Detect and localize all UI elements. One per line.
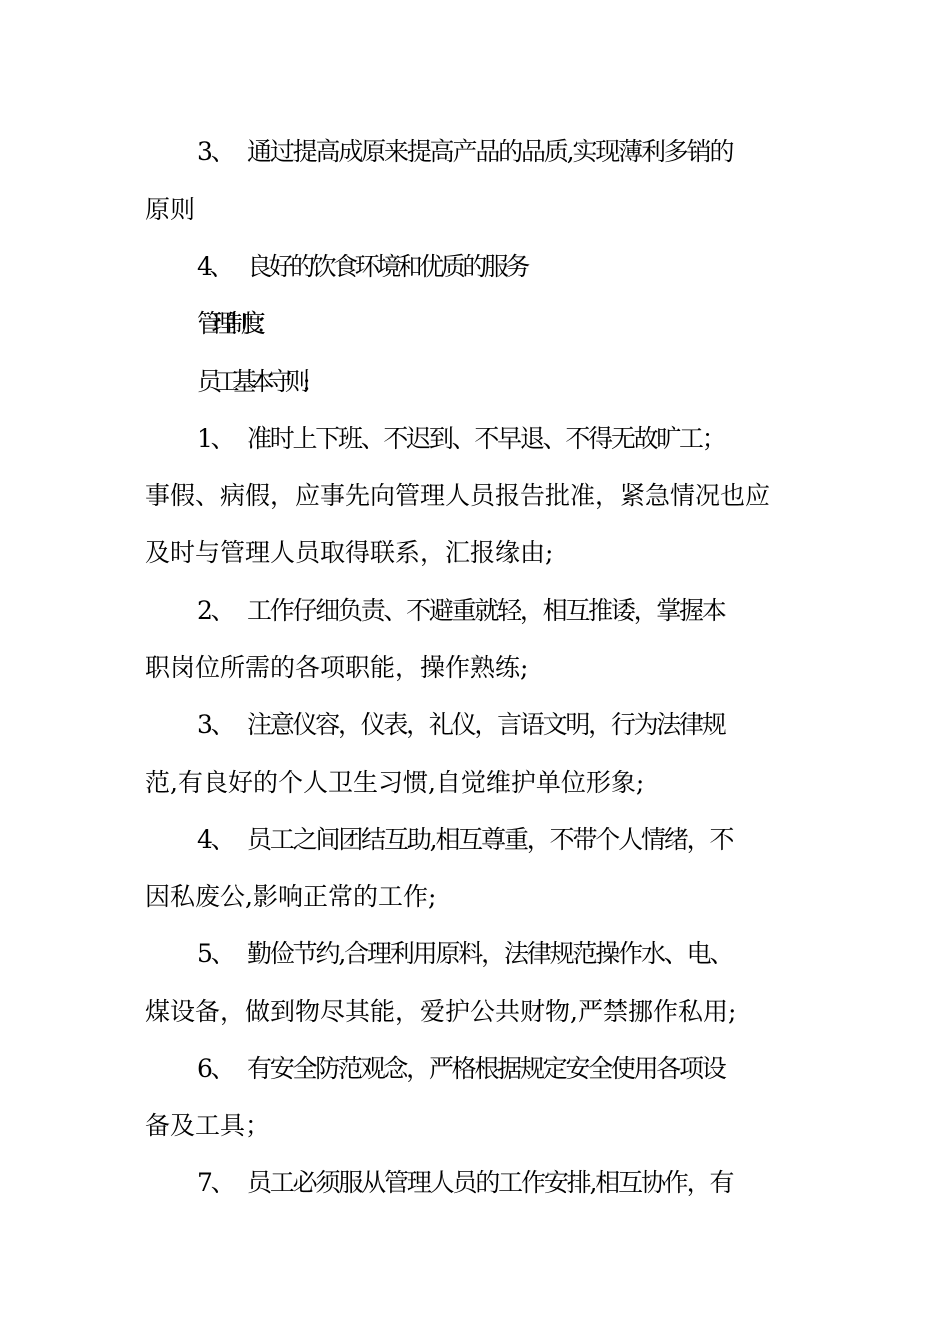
item-number: 1、 (197, 424, 234, 453)
paragraph-line (197, 423, 867, 455)
line-text: 职岗位所需的各项职能，操作熟练; (145, 653, 529, 682)
paragraph-line (145, 480, 815, 512)
item-number: 6、 (197, 1054, 234, 1083)
line-text: 原则 (145, 195, 196, 224)
paragraph-line (197, 595, 867, 627)
paragraph-line (145, 652, 815, 684)
line-text: 员工之间团结互助,相互尊重，不带个人情绪，不 (247, 825, 733, 854)
line-text: 因私废公,影响正常的工作; (145, 882, 437, 911)
line-text: 煤设备，做到物尽其能，爱护公共财物,严禁挪作私用; (145, 997, 737, 1026)
line-text: 有安全防范观念，严格根据规定安全使用各项设 (247, 1054, 725, 1083)
line-text: 及时与管理人员取得联系，汇报缘由; (145, 538, 554, 567)
paragraph-line (197, 251, 867, 283)
paragraph-line (145, 1110, 815, 1142)
line-text: 范,有良好的个人卫生习惯,自觉维护单位形象; (145, 768, 645, 797)
line-text: 事假、病假，应事先向管理人员报告批准，紧急情况也应 (145, 481, 771, 510)
line-text: 注意仪容，仪表，礼仪，言语文明，行为法律规 (247, 710, 725, 739)
line-text: 准时上下班、不迟到、不早退、不得无故旷工； (247, 424, 725, 453)
paragraph-line (197, 1167, 867, 1199)
paragraph-line (197, 709, 867, 741)
line-text: 员工基本守则: (197, 367, 304, 396)
line-text: 备及工具； (145, 1111, 271, 1140)
paragraph-line (145, 194, 815, 226)
item-number: 5、 (197, 939, 234, 968)
paragraph-line (145, 537, 815, 569)
paragraph-line (197, 938, 867, 970)
item-number: 4、 (197, 252, 231, 281)
paragraph-line (145, 996, 815, 1028)
section-heading (197, 308, 867, 340)
item-number: 3、 (197, 710, 234, 739)
paragraph-line (197, 136, 867, 168)
paragraph-line (145, 767, 815, 799)
line-text: 通过提高成原来提高产品的品质,实现薄利多销的 (247, 137, 733, 166)
item-number: 7、 (197, 1168, 234, 1197)
item-number: 2、 (197, 596, 234, 625)
line-text: 工作仔细负责、不避重就轻，相互推诿，掌握本 (247, 596, 725, 625)
line-text: 良好的饮食环境和优质的服务 (247, 252, 527, 281)
line-text: 员工必须服从管理人员的工作安排,相互协作，有 (247, 1168, 733, 1197)
paragraph-line (197, 1053, 867, 1085)
paragraph-line (145, 881, 815, 913)
paragraph-line (197, 824, 867, 856)
line-text: 管理制度： (197, 309, 271, 338)
section-heading (197, 366, 867, 398)
item-number: 3、 (197, 137, 234, 166)
item-number: 4、 (197, 825, 234, 854)
line-text: 勤俭节约,合理利用原料，法律规范操作水、电、 (247, 939, 733, 968)
